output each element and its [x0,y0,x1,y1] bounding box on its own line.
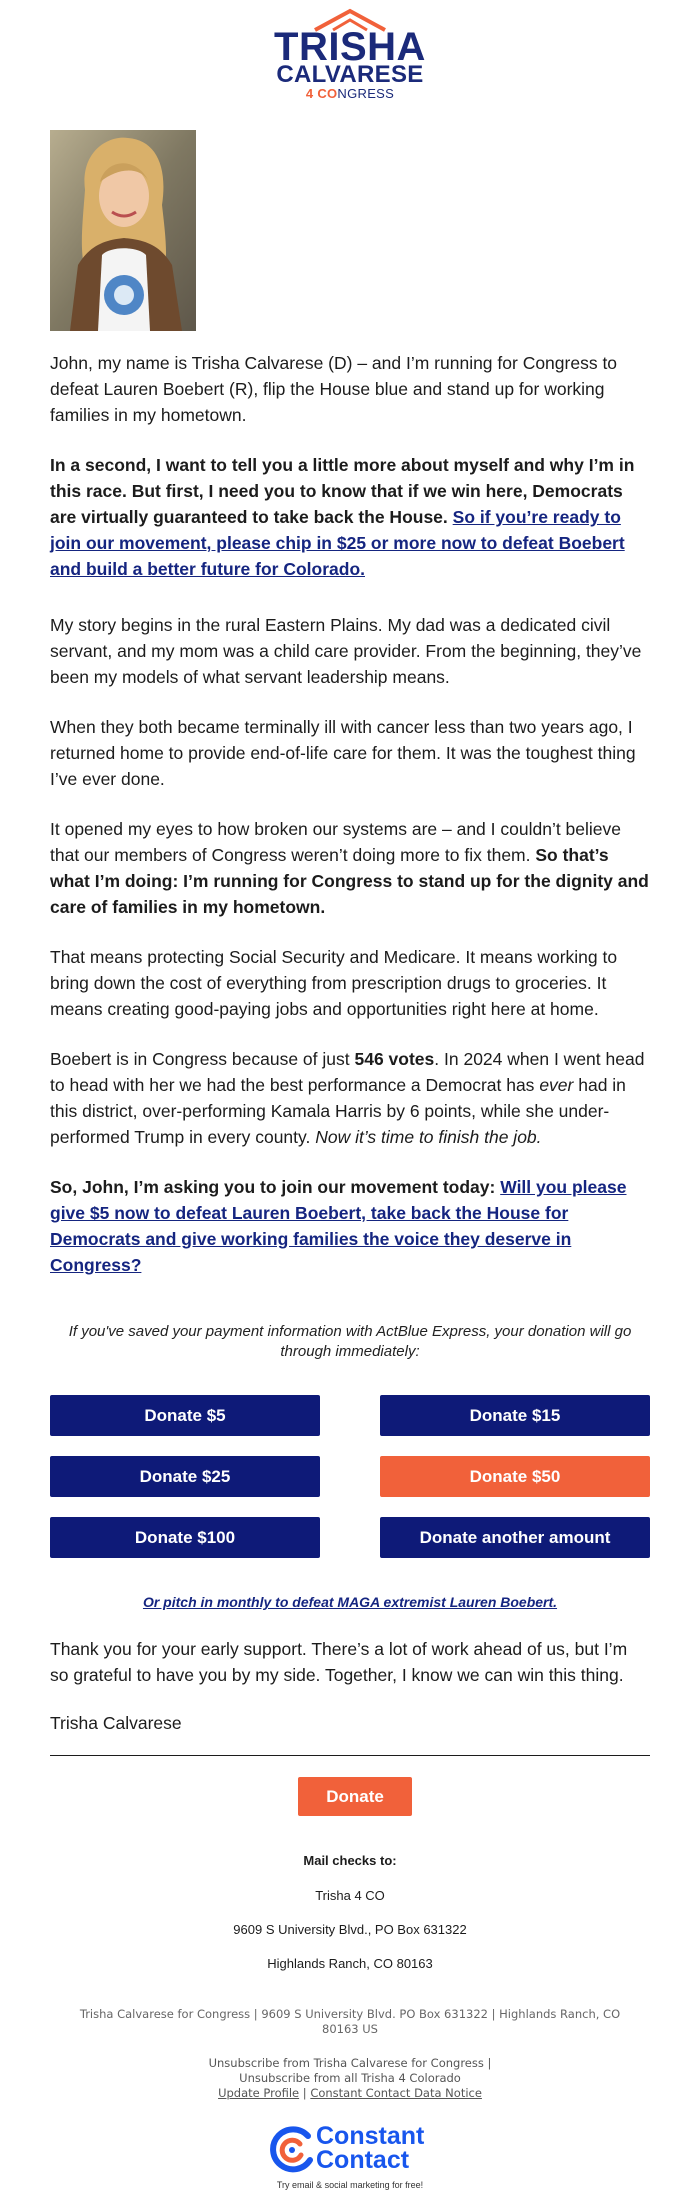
thanks-paragraph: Thank you for your early support. There’s a lot of work ahead of us, but I’m so grateful to have you by my side. Together, I know we can win this thing. [50,1639,628,1685]
paragraph-story: My story begins in the rural Eastern Plains. My dad was a dedicated civil servant, and my mom was a child care provider. From the beginning, they’ve been my models of what servant leadership means. [50,615,642,687]
donate-5-button[interactable]: Donate $5 [50,1395,320,1436]
donate-50-button[interactable]: Donate $50 [380,1456,650,1497]
logo-first-name: TRISHA [274,25,426,69]
mail-name: Trisha 4 CO [315,1888,385,1903]
mail-city: Highlands Ranch, CO 80163 [267,1956,433,1971]
paragraph-votes: Boebert is in Congress because of just 546 votes. In 2024 when I went head to head with her we had the best performance a Democrat has ever had in this district, over-performing Kamala Harris by 6 points, while she under-performed Trump in every county. Now it’s time to finish the job. [50,1049,645,1147]
give-five-link[interactable]: Will you please give $5 now to defeat Lauren Boebert, take back the House for Democrats and give working families the voice they deserve in Congress? [50,1177,627,1275]
letter-body [50,350,650,1302]
monthly-pitch [50,1594,650,1610]
donate-25-button[interactable]: Donate $25 [50,1456,320,1497]
legal-address: Trisha Calvarese for Congress | 9609 S University Blvd. PO Box 631322 | Highlands Ranch, CO 80163 US [79,2007,621,2036]
mail-checks-heading: Mail checks to: [303,1853,397,1868]
monthly-donation-link[interactable]: Or pitch in monthly to defeat MAGA extremist Lauren Boebert. [142,1594,558,1610]
donate-100-button[interactable]: Donate $100 [50,1517,320,1558]
constant-contact-swirl-icon [268,2126,314,2174]
data-notice-link[interactable]: Constant Contact Data Notice [310,2086,482,2100]
campaign-logo [0,8,700,102]
update-profile-link[interactable]: Update Profile [218,2086,300,2100]
chip-in-link[interactable]: So if you’re ready to join our movement, please chip in $25 or more now to defeat Boebert and build a better future for Colorado. [50,507,625,579]
signature: Trisha Calvarese [50,1713,182,1733]
donate-15-button[interactable]: Donate $15 [380,1395,650,1436]
footer-donate-button[interactable]: Donate [298,1777,412,1816]
constant-contact-logo[interactable]: Constant Contact [268,2124,432,2179]
unsubscribe-campaign-link[interactable]: Unsubscribe from Trisha Calvarese for Congress | [208,2056,492,2070]
unsubscribe-block: Unsubscribe from Trisha Calvarese for Congress | Unsubscribe from all Trisha 4 Colorado Update Profile | Constant Contact Data Notice [208,2056,492,2100]
logo-tagline: 4 CONGRESS [305,86,395,101]
paragraph-intro: John, my name is Trisha Calvarese (D) – and I’m running for Congress to defeat Lauren Boebert (R), flip the House blue and stand up for working families in my hometown. [50,353,618,425]
divider [50,1755,650,1756]
paragraph-final-ask: So, John, I’m asking you to join our movement today: Will you please give $5 now to defeat Lauren Boebert, take back the House for Democrats and give working families the voice they deserve in Congress? [50,1177,627,1275]
mail-street: 9609 S University Blvd., PO Box 631322 [233,1922,467,1937]
actblue-express-note: If you've saved your payment information with ActBlue Express, your donation will go through immediately: [68,1323,632,1360]
paragraph-motivation: It opened my eyes to how broken our systems are – and I couldn’t believe that our members of Congress weren’t doing more to fix them. So that’s what I’m doing: I’m running for Congress to stand up for the dignity and care of families in my hometown. [50,819,649,917]
paragraph-ask: In a second, I want to tell you a little more about myself and why I’m in this race. But first, I need you to know that if we win here, Democrats are virtually guaranteed to take back the House. So if you’re ready to join our movement, please chip in $25 or more now to defeat Boebert and build a better future for Colorado. [50,455,635,579]
constant-contact-tagline: Try email & social marketing for free! [276,2180,424,2190]
donate-other-amount-button[interactable]: Donate another amount [380,1517,650,1558]
paragraph-parents: When they both became terminally ill with cancer less than two years ago, I returned home to provide end-of-life care for them. It was the toughest thing I’ve ever done. [50,717,636,789]
paragraph-priorities: That means protecting Social Security and Medicare. It means working to bring down the cost of everything from prescription drugs to groceries. It means creating good-paying jobs and opportunities right here at home. [50,947,618,1019]
unsubscribe-all-link[interactable]: Unsubscribe from all Trisha 4 Colorado [239,2071,461,2085]
logo-last-name: CALVARESE [276,61,424,88]
candidate-photo [50,130,196,331]
